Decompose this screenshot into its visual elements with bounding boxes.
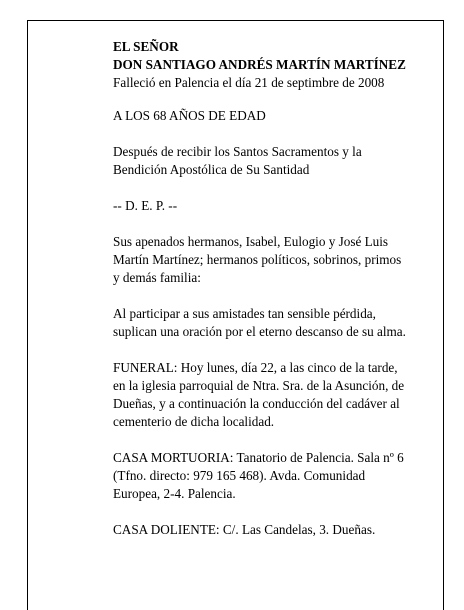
- title-line: EL SEÑOR: [113, 39, 179, 54]
- mortuary-paragraph: [113, 449, 433, 503]
- paragraph-line: cementerio de dicha localidad.: [113, 414, 275, 429]
- age-paragraph: [113, 107, 433, 125]
- paragraph-line: Sus apenados hermanos, Isabel, Eulogio y José Luis: [113, 234, 389, 249]
- sacraments-paragraph: [113, 143, 433, 179]
- rip-paragraph: [113, 197, 433, 215]
- paragraph-line: Bendición Apostólica de Su Santidad: [113, 162, 310, 177]
- paragraph-line: Martín Martínez; hermanos políticos, sobrinos, primos: [113, 252, 402, 267]
- paragraph-line: Dueñas, y a continuación la conducción del cadáver al: [113, 396, 400, 411]
- funeral-paragraph: [113, 359, 433, 431]
- paragraph-line: (Tfno. directo: 979 165 468). Avda. Comunidad: [113, 468, 366, 483]
- paragraph-line: Al participar a sus amistades tan sensible pérdida,: [113, 306, 376, 321]
- paragraph-line: A LOS 68 AÑOS DE EDAD: [113, 108, 266, 123]
- paragraph-line: -- D. E. P. --: [113, 198, 178, 213]
- death-notice-line: Falleció en Palencia el día 21 de septimbre de 2008: [113, 75, 385, 90]
- deceased-name: DON SANTIAGO ANDRÉS MARTÍN MARTÍNEZ: [113, 57, 406, 72]
- paragraph-line: Europea, 2-4. Palencia.: [113, 486, 236, 501]
- family-paragraph: [113, 233, 433, 287]
- paragraph-line: FUNERAL: Hoy lunes, día 22, a las cinco de la tarde,: [113, 360, 398, 375]
- family-home-paragraph: [113, 521, 433, 539]
- paragraph-line: y demás familia:: [113, 270, 201, 285]
- paragraph-line: CASA DOLIENTE: C/. Las Candelas, 3. Dueñas.: [113, 522, 376, 537]
- paragraph-line: suplican una oración por el eterno descanso de su alma.: [113, 324, 406, 339]
- paragraph-line: en la iglesia parroquial de Ntra. Sra. de la Asunción, de: [113, 378, 405, 393]
- paragraph-line: Después de recibir los Santos Sacramentos y la: [113, 144, 362, 159]
- notice-header: [113, 38, 433, 92]
- prayer-paragraph: [113, 305, 433, 341]
- paragraph-line: CASA MORTUORIA: Tanatorio de Palencia. Sala nº 6: [113, 450, 404, 465]
- obituary-notice: [113, 38, 433, 557]
